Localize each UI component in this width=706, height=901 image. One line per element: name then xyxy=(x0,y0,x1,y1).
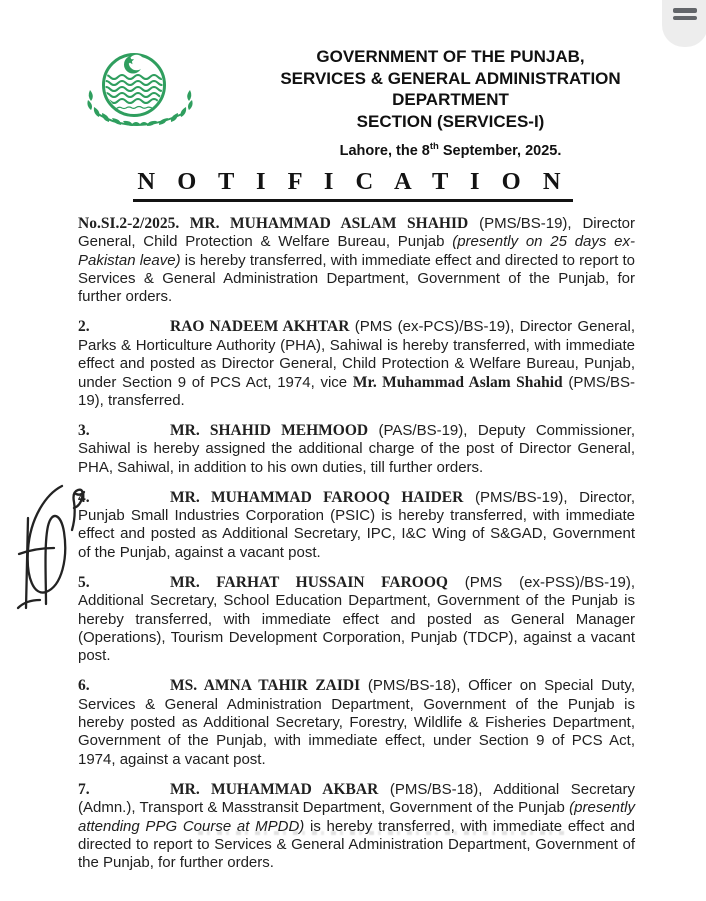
text-run: 6. xyxy=(78,677,90,695)
text-run: (PMS/BS-18), Officer on Special Duty, Services & General Administration Department, Government of the Punjab is hereby posted as Additional Secretary, Forestry, Wildlife & Fisheries Department, Government of the Punjab, with immediate effect, under Section 9 of PCS Act, 1974, against a vacant post. xyxy=(78,677,635,768)
text-run: (PMS/BS-19), Director General, Child Protection & Welfare Bureau, Punjab xyxy=(78,214,635,251)
punjab-government-logo xyxy=(86,50,194,136)
text-run: MR. SHAHID MEHMOOD xyxy=(170,421,369,439)
org-name-line2: SERVICES & GENERAL ADMINISTRATION xyxy=(280,68,621,88)
text-run: (presently attending PPG Course at MPDD) xyxy=(78,799,635,835)
handwritten-signature-icon xyxy=(16,458,116,626)
text-run: No.SI.2-2/2025. MR. MUHAMMAD ASLAM SHAHID xyxy=(78,214,469,232)
text-run: 4. xyxy=(78,488,90,506)
text-run: Mr. Muhammad Aslam Shahid xyxy=(352,373,563,391)
org-name-line4: SECTION (SERVICES-I) xyxy=(356,111,545,131)
scan-bleed-artifact xyxy=(198,831,566,835)
date-ordinal-superscript: th xyxy=(429,141,439,152)
notification-paragraph xyxy=(78,677,635,769)
text-run: 3. xyxy=(78,421,90,439)
text-run: MR. MUHAMMAD FAROOQ HAIDER xyxy=(170,488,464,506)
notification-paragraph xyxy=(78,215,635,307)
notification-paragraph xyxy=(78,489,635,563)
text-run: (PMS (ex-PSS)/BS-19), Additional Secretary, School Education Department, Government of the Punjab is hereby transferred, with immediate effect and posted as General Manager (Operations), Tourism Development Corporation, Punjab (TDCP), against a vacant post. xyxy=(78,573,635,665)
notification-paragraph xyxy=(78,781,635,873)
text-run: 7. xyxy=(78,780,90,798)
notification-date: Lahore, the 8th September, 2025. xyxy=(339,141,562,159)
text-run: MR. MUHAMMAD AKBAR xyxy=(170,780,379,798)
text-run: (PMS/BS-18), Additional Secretary (Admn.), Transport & Masstransit Department, Government of the Punjab xyxy=(78,780,635,817)
notification-title: N O T I F I C A T I O N xyxy=(133,168,572,202)
text-run: (PMS (ex-PCS)/BS-19), Director General, Parks & Horticulture Authority (PHA), Sahiwal is hereby transferred, with immediate effect and posted as Director General, Child Protection & Welfare Bureau, Punjab, under Section 9 of PCS Act, 1974, vice xyxy=(78,318,635,391)
text-run: is hereby transferred, with immediate effect and directed to report to Services & General Administration Department, Government of the Punjab, for further orders. xyxy=(78,251,635,306)
notification-paragraph xyxy=(78,574,635,666)
text-run: (PAS/BS-19), Deputy Commissioner, Sahiwal is hereby assigned the additional charge of the post of Director General, PHA, Sahiwal, in addition to his own duties, till further orders. xyxy=(78,421,636,476)
text-run: (presently on 25 days ex-Pakistan leave) xyxy=(78,233,635,269)
menu-button[interactable] xyxy=(662,0,706,47)
org-name-line3: DEPARTMENT xyxy=(392,90,509,109)
org-name-line1: GOVERNMENT OF THE PUNJAB, xyxy=(316,47,585,66)
text-run: 5. xyxy=(78,573,90,591)
text-run: (PMS/BS-19), Director, Punjab Small Industries Corporation (PSIC) is hereby transferred, with immediate effect and posted as Additional Secretary, IPC, I&C Wing of S&GAD, Government of the Punjab, against a vacant post. xyxy=(78,488,635,561)
notification-paragraph xyxy=(78,422,635,477)
text-run: MS. AMNA TAHIR ZAIDI xyxy=(170,677,361,695)
text-run: RAO NADEEM AKHTAR xyxy=(170,318,350,336)
text-run: 2. xyxy=(78,318,90,336)
text-run: MR. FARHAT HUSSAIN FAROOQ xyxy=(170,573,448,591)
punjab-crest-icon xyxy=(86,50,194,136)
text-run: is hereby transferred, with immediate effect and directed to report to Services & General Administration Department, Government of the Punjab, for further orders. xyxy=(78,817,635,872)
notification-paragraph xyxy=(78,318,635,410)
text-run: (PMS/BS-19), transferred. xyxy=(78,373,636,409)
letterhead xyxy=(195,0,706,132)
